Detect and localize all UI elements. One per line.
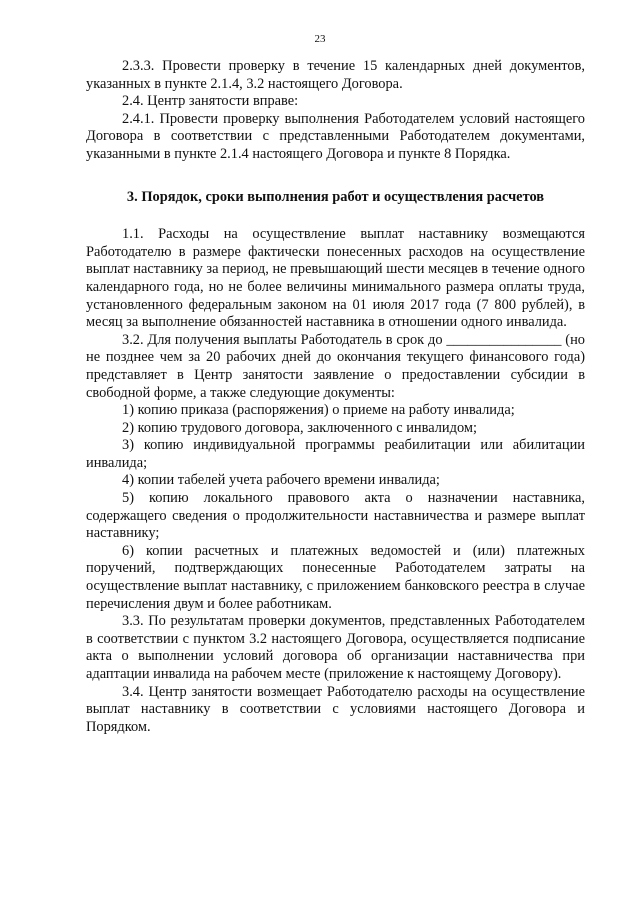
paragraph-2-4: 2.4. Центр занятости вправе:	[122, 93, 299, 110]
paragraph-3-3: 3.3. По результатам проверки документов, представленных Работодателем в соответствии с пунктом 3.2 настоящего Договора, осуществляется подписание акта о выполнении условий договора об организации наставничества при адаптации инвалида на рабочем месте (приложение к настоящему Договору).	[86, 613, 585, 682]
document-body	[86, 58, 585, 736]
list-item-5: 5) копию локального правового акта о назначении наставника, содержащего сведения о продолжительности наставничества и размере выплат наставнику;	[86, 490, 585, 542]
paragraph-3-2: 3.2. Для получения выплаты Работодатель в срок до ________________ (но не позднее чем за 20 рабочих дней до окончания текущего финансового года) представляет в Центр занятости заявление о предоставлении субсидии в свободной форме, а также следующие документы:	[86, 331, 585, 401]
paragraph-3-4: 3.4. Центр занятости возмещает Работодателю расходы на осуществление выплат наставнику в соответствии с условиями настоящего Договора и Порядком.	[86, 683, 585, 735]
list-item-1: 1) копию приказа (распоряжения) о приеме на работу инвалида;	[122, 402, 515, 419]
paragraph-1-1: 1.1. Расходы на осуществление выплат наставнику возмещаются Работодателю в размере фактически понесенных расходов на осуществление выплат наставнику за период, не превышающий шести месяцев в течение одного календарного года, но не более величины минимального размера оплаты труда, установленного федеральным законом на 01 июля 2017 года (7 800 рублей), в месяц за выполнение обязанностей наставника в отношении одного инвалида.	[86, 226, 585, 331]
page-number: 23	[314, 33, 326, 45]
list-item-6: 6) копии расчетных и платежных ведомостей и (или) платежных поручений, подтверждающих понесенные Работодателем затраты на осуществление выплат наставнику, с приложением банковского реестра в случае перечисления двум и более работникам.	[86, 542, 585, 612]
list-item-2: 2) копию трудового договора, заключенного с инвалидом;	[122, 419, 477, 436]
paragraph-2-3-3: 2.3.3. Провести проверку в течение 15 календарных дней документов, указанных в пункте 2.1.4, 3.2 настоящего Договора.	[86, 58, 585, 92]
list-item-3: 3) копию индивидуальной программы реабилитации или абилитации инвалида;	[86, 437, 585, 471]
paragraph-2-4-1: 2.4.1. Провести проверку выполнения Работодателем условий настоящего Договора в соответствии с представленными Работодателем документами, указанными в пункте 2.1.4 настоящего Договора и пункте 8 Порядка.	[86, 110, 585, 162]
section-heading: 3. Порядок, сроки выполнения работ и осуществления расчетов	[126, 188, 545, 205]
list-item-4: 4) копии табелей учета рабочего времени инвалида;	[122, 472, 440, 489]
